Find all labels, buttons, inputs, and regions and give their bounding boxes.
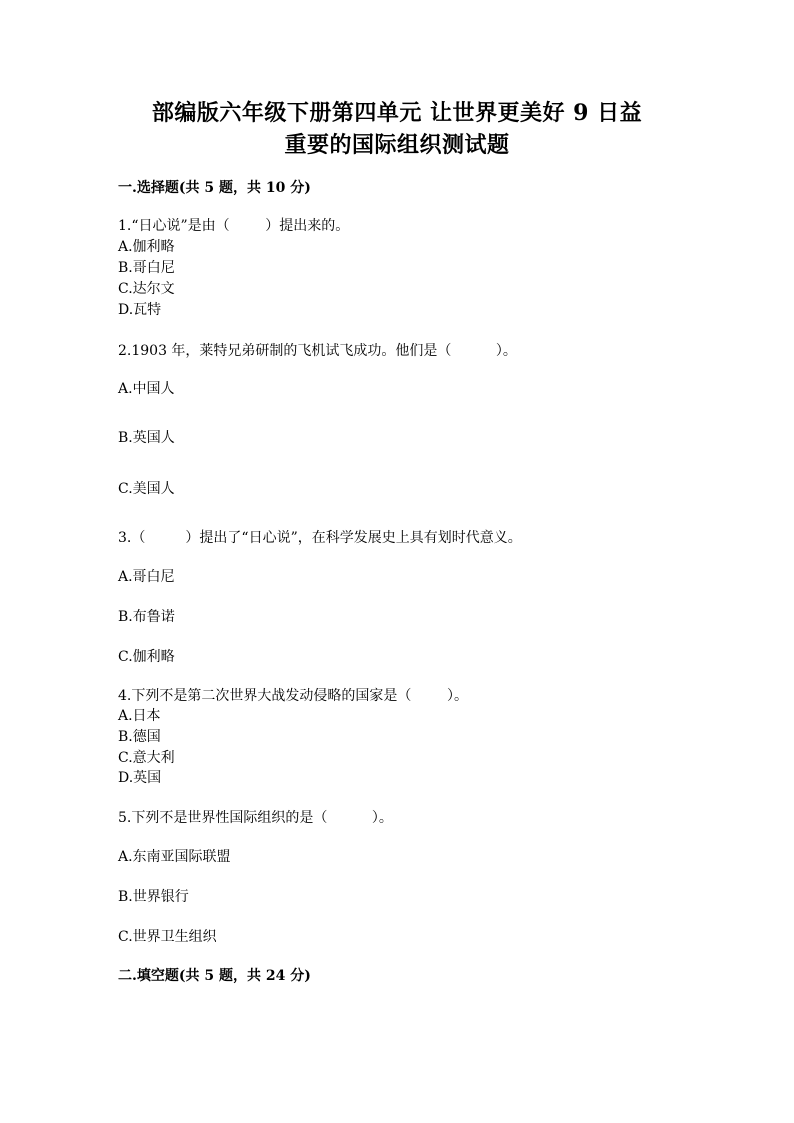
question-4-option-c: C.意大利 xyxy=(118,750,175,766)
document-title-line-1: 部编版六年级下册第四单元 让世界更美好 9 日益 xyxy=(151,100,643,126)
question-2-stem: 2.1903 年，莱特兄弟研制的飞机试飞成功。他们是（ ）。 xyxy=(118,343,517,359)
question-3-option-b: B.布鲁诺 xyxy=(118,609,175,625)
question-1-stem: 1.“日心说”是由（ ）提出来的。 xyxy=(118,218,350,234)
question-5-option-a: A.东南亚国际联盟 xyxy=(118,849,231,865)
question-3-option-a: A.哥白尼 xyxy=(118,569,175,585)
question-3-stem: 3.（ ）提出了“日心说”，在科学发展史上具有划时代意义。 xyxy=(118,530,522,546)
question-4-stem: 4.下列不是第二次世界大战发动侵略的国家是（ ）。 xyxy=(118,688,468,704)
question-2-option-c: C.美国人 xyxy=(118,481,175,497)
question-1-option-c: C.达尔文 xyxy=(118,281,175,297)
question-5-option-c: C.世界卫生组织 xyxy=(118,929,217,945)
document-title-line-2: 重要的国际组织测试题 xyxy=(284,132,510,158)
question-4-option-d: D.英国 xyxy=(118,770,162,786)
question-4-option-b: B.德国 xyxy=(118,729,161,745)
question-1-option-b: B.哥白尼 xyxy=(118,260,175,276)
question-5-stem: 5.下列不是世界性国际组织的是（ ）。 xyxy=(118,810,393,826)
section-heading-multiple-choice: 一.选择题(共 5 题，共 10 分) xyxy=(118,180,311,196)
question-3-option-c: C.伽利略 xyxy=(118,649,175,665)
section-heading-fill-in-blank: 二.填空题(共 5 题，共 24 分) xyxy=(118,968,311,984)
question-1-option-d: D.瓦特 xyxy=(118,302,162,318)
question-4-option-a: A.日本 xyxy=(118,708,161,724)
question-1-option-a: A.伽利略 xyxy=(118,239,175,255)
question-2-option-a: A.中国人 xyxy=(118,381,175,397)
question-5-option-b: B.世界银行 xyxy=(118,889,189,905)
question-2-option-b: B.英国人 xyxy=(118,430,175,446)
